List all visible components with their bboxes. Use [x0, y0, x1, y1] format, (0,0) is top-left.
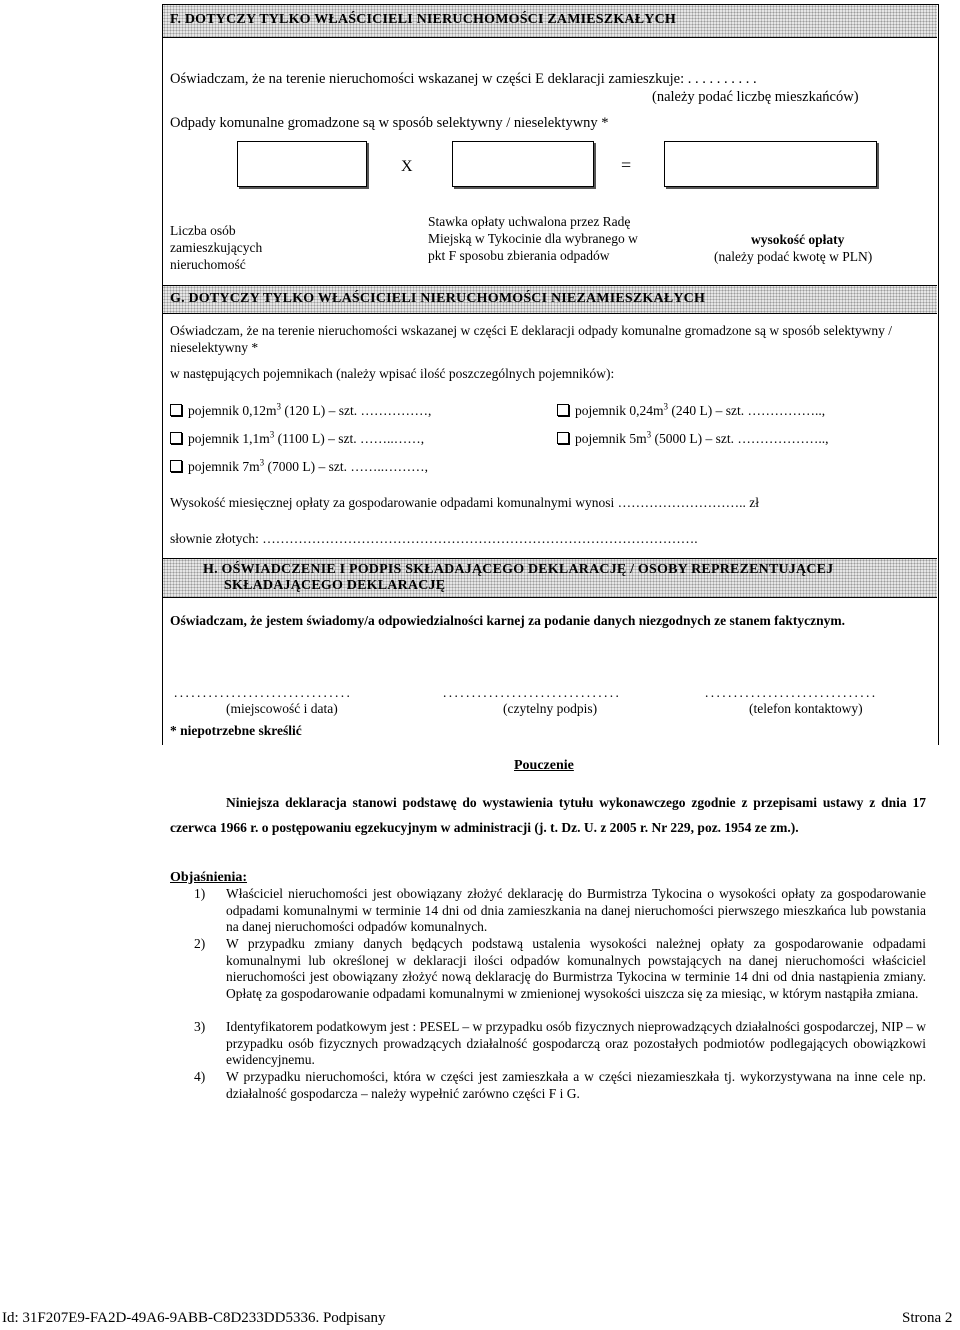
fee-in-words-line: słownie złotych: …………………………………………………………………………………….: [170, 531, 698, 546]
monthly-fee-line: Wysokość miesięcznej opłaty za gospodarowanie odpadami komunalnymi wynosi ……………………….. zł: [170, 495, 759, 510]
footnote: * niepotrzebne skreślić: [170, 723, 302, 738]
section-g-line1: Oświadczam, że na terenie nieruchomości wskazanej w części E deklaracji odpady komunalne gromadzone są w sposób selektywny / nieselektywny *: [170, 323, 892, 355]
sig-label-signature: (czytelny podpis): [503, 701, 598, 716]
section-g-line2: w następujących pojemnikach (należy wpisać ilość poszczególnych pojemników):: [170, 366, 615, 381]
pouczenie-text: Niniejsza deklaracja stanowi podstawę do wystawienia tytułu wykonawczego zgodnie z przepisami ustawy z dnia 17 czerwca 1966 r. o postępowaniu egzekucyjnym w administracji (j. t. Dz. U. z 2005 r. Nr 229, poz. 1954 ze zm.).: [170, 795, 926, 835]
persons-count-field[interactable]: [237, 141, 367, 187]
checkbox-icon[interactable]: [170, 404, 182, 416]
document-id: Id: 31F207E9-FA2D-49A6-9ABB-C8D233DD5336. Podpisany: [2, 1310, 386, 1326]
label-persons: Liczba osób zamieszkujących nieruchomość: [170, 223, 263, 272]
section-f-line2: Odpady komunalne gromadzone są w sposób selektywny / nieselektywny *: [170, 115, 609, 131]
section-g-title: G. DOTYCZY TYLKO WŁAŚCICIELI NIERUCHOMOŚCI NIEZAMIESZKAŁYCH: [170, 291, 706, 306]
bin-option[interactable]: pojemnik $7m^3$ (7000 L) – szt. ……..………,: [170, 458, 428, 475]
bin-option[interactable]: pojemnik $0,12m^3$ (120 L) – szt. ……………,: [170, 402, 431, 419]
equals-sign: =: [621, 155, 632, 175]
section-f-header: [163, 4, 937, 38]
bin-option[interactable]: pojemnik $0,24m^3$ (240 L) – szt. ……………..,: [557, 402, 825, 419]
section-h-statement: Oświadczam, że jestem świadomy/a odpowiedzialności karnej za podanie danych niezgodnych ze stanem faktycznym.: [170, 613, 845, 628]
section-f-line1-note: (należy podać liczbę mieszkańców): [652, 89, 859, 105]
multiply-sign: X: [401, 158, 413, 175]
section-h-header: [163, 558, 937, 598]
section-g-header: [163, 285, 937, 314]
section-f-title: F. DOTYCZY TYLKO WŁAŚCICIELI NIERUCHOMOŚCI ZAMIESZKAŁYCH: [170, 12, 676, 27]
signature-dots: . . . . . . . . . . . . . . . . . . . . . . . . . . . . . . .: [443, 685, 619, 700]
section-f-line1: Oświadczam, że na terenie nieruchomości wskazanej w części E deklaracji zamieszkuje: . . . . . . . . . .: [170, 71, 757, 87]
sig-label-place-date: (miejscowość i data): [226, 701, 338, 716]
place-date-dots: . . . . . . . . . . . . . . . . . . . . . . . . . . . . . . .: [174, 685, 350, 700]
checkbox-icon[interactable]: [170, 432, 182, 444]
checkbox-icon[interactable]: [557, 404, 569, 416]
pouczenie-heading: Pouczenie: [514, 758, 574, 773]
label-fee-note: (należy podać kwotę w PLN): [714, 249, 873, 264]
objasnienia-heading: Objaśnienia:: [170, 870, 248, 885]
page-number: Strona 2: [902, 1310, 953, 1326]
section-h-title-2: SKŁADAJĄCEGO DEKLARACJĘ: [224, 578, 446, 593]
label-fee: wysokość opłaty: [751, 232, 845, 247]
checkbox-icon[interactable]: [557, 432, 569, 444]
fee-amount-field[interactable]: [664, 141, 877, 187]
section-h-title: H. OŚWIADCZENIE I PODPIS SKŁADAJĄCEGO DEKLARACJĘ / OSOBY REPREZENTUJĄCEJ: [203, 562, 834, 577]
phone-dots: . . . . . . . . . . . . . . . . . . . . . . . . . . . . . .: [705, 685, 875, 700]
sig-label-phone: (telefon kontaktowy): [749, 701, 863, 716]
bin-option[interactable]: pojemnik $1,1m^3$ (1100 L) – szt. ……..……,: [170, 430, 424, 447]
bin-option[interactable]: pojemnik $5m^3$ (5000 L) – szt. ………………..,: [557, 430, 828, 447]
rate-field[interactable]: [452, 141, 594, 187]
label-rate: Stawka opłaty uchwalona przez Radę Miejską w Tykocinie dla wybranego w pkt F sposobu zbierania odpadów: [428, 214, 638, 263]
checkbox-icon[interactable]: [170, 460, 182, 472]
